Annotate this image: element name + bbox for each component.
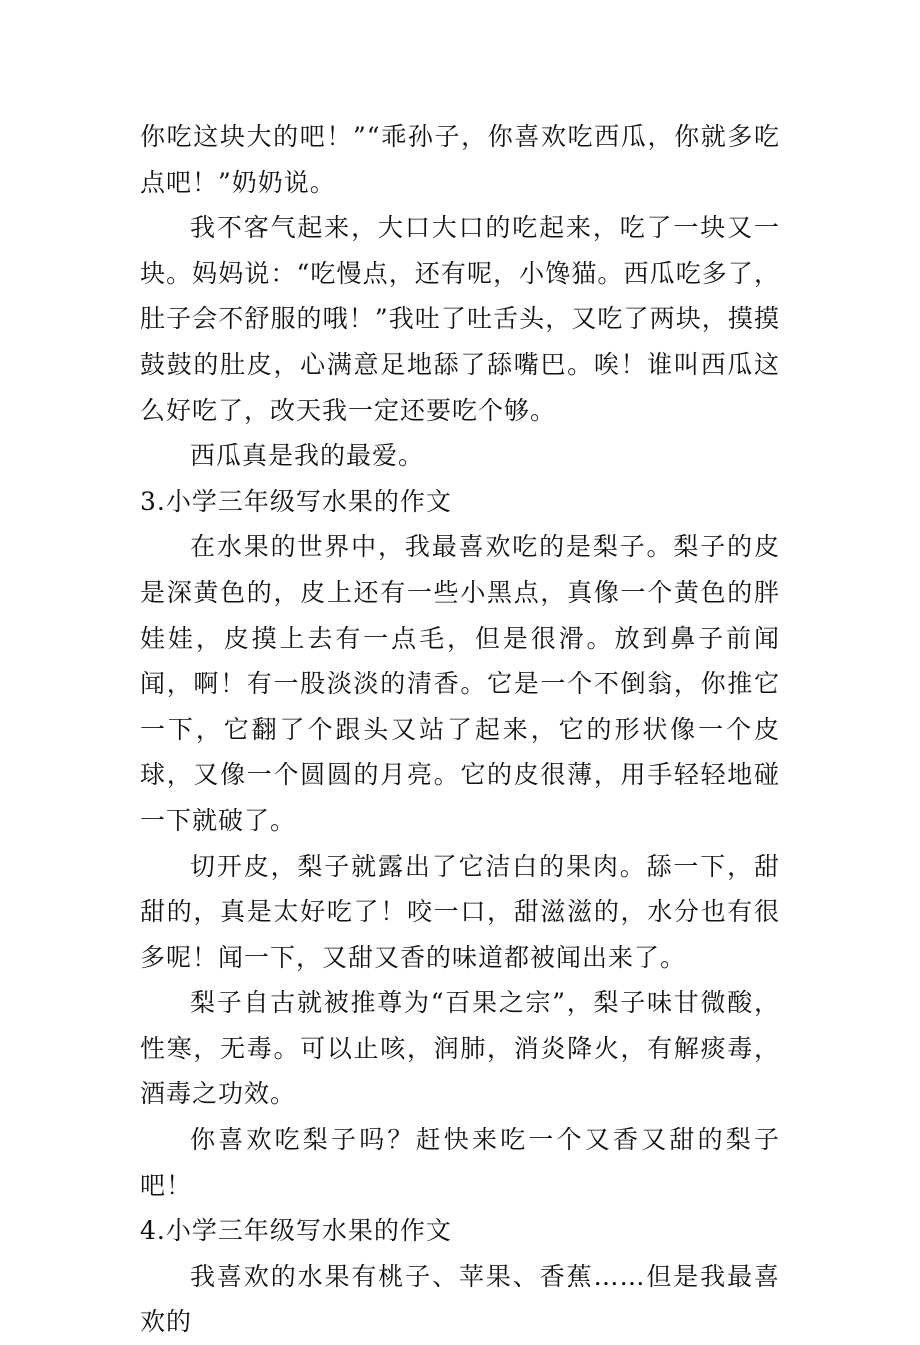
paragraph-pear-invitation: 你喜欢吃梨子吗？赶快来吃一个又香又甜的梨子吧！ <box>140 1125 780 1200</box>
paragraph-pear-medicinal: 梨子自古就被推尊为“百果之宗”，梨子味甘微酸，性寒，无毒。可以止咳，润肺，消炎降火，有解痰毒，酒毒之功效。 <box>140 988 780 1109</box>
section-heading-3: 3.小学三年级写水果的作文 <box>140 486 452 516</box>
document-page <box>140 114 780 1345</box>
paragraph-pear-description: 在水果的世界中，我最喜欢吃的是梨子。梨子的皮是深黄色的，皮上还有一些小黑点，真像一个黄色的胖娃娃，皮摸上去有一点毛，但是很滑。放到鼻子前闻闻，啊！有一股淡淡的清香。它是一个不倒翁，你推它一下，它翻了个跟头又站了起来，它的形状像一个皮球，又像一个圆圆的月亮。它的皮很薄，用手轻轻地碰一下就破了。 <box>140 532 780 835</box>
paragraph-favorite-fruits: 我喜欢的水果有桃子、苹果、香蕉……但是我最喜欢的 <box>140 1261 780 1337</box>
paragraph-watermelon-favorite: 西瓜真是我的最爱。 <box>190 441 425 471</box>
section-heading-4: 4.小学三年级写水果的作文 <box>140 1216 452 1246</box>
paragraph-eating-watermelon: 我不客气起来，大口大口的吃起来，吃了一块又一块。妈妈说：“吃慢点，还有呢，小馋猫。西瓜吃多了，肚子会不舒服的哦！”我吐了吐舌头，又吃了两块，摸摸鼓鼓的肚皮，心满意足地舔了舔嘴巴。唉！谁叫西瓜这么好吃了，改天我一定还要吃个够。 <box>140 213 780 425</box>
paragraph-grandma-quote: 你吃这块大的吧！”“乖孙子，你喜欢吃西瓜，你就多吃点吧！”奶奶说。 <box>140 122 780 197</box>
paragraph-pear-flesh: 切开皮，梨子就露出了它洁白的果肉。舔一下，甜甜的，真是太好吃了！咬一口，甜滋滋的，水分也有很多呢！闻一下，又甜又香的味道都被闻出来了。 <box>140 851 780 972</box>
